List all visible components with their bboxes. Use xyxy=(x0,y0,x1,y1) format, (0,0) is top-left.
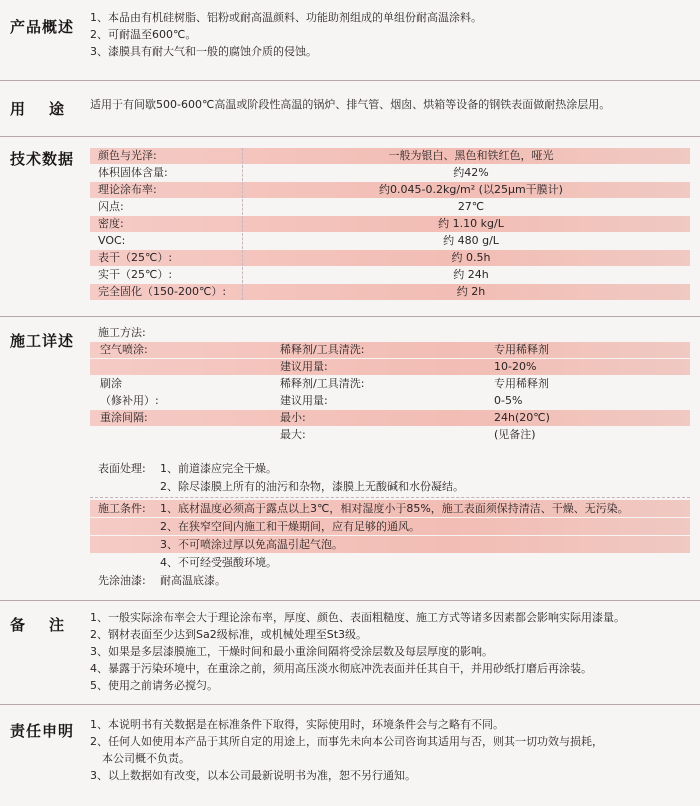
grid-row xyxy=(90,410,690,426)
grid-value: 专用稀释剂 xyxy=(494,377,549,390)
overview-title: 产品概述 xyxy=(10,18,75,36)
grid-param: 最小: xyxy=(280,411,306,424)
grid-row xyxy=(90,376,690,392)
conditions-item: 1、底材温度必须高于露点以上3℃，相对湿度小于85%，施工表面须保持清洁、干燥、无污染。 xyxy=(160,502,629,515)
overview-section xyxy=(0,0,700,86)
liability-item: 3、以上数据如有改变，以本公司最新说明书为准，恕不另行通知。 xyxy=(90,769,416,782)
tech-key: 表干（25℃）: xyxy=(98,251,173,264)
usage-section xyxy=(0,80,700,138)
overview-item: 2、可耐温至600℃。 xyxy=(90,28,197,41)
tech-row xyxy=(90,233,690,249)
grid-value: 24h(20℃) xyxy=(494,411,550,424)
grid-method: 空气喷涂: xyxy=(100,343,148,356)
liability-section xyxy=(0,704,700,804)
note-item: 5、使用之前请务必搅匀。 xyxy=(90,679,218,692)
grid-row xyxy=(90,359,690,375)
grid-method: 重涂间隔: xyxy=(100,411,148,424)
surface-label: 表面处理: xyxy=(98,462,146,475)
grid-row xyxy=(90,393,690,409)
liability-list xyxy=(90,716,690,784)
construction-section xyxy=(0,316,700,600)
tech-value: 约 2h xyxy=(456,285,486,298)
overview-list xyxy=(90,9,690,60)
liability-item: 2、任何人如使用本产品于其所自定的用途上，而事先未向本公司咨询其适用与否，则其一切功效与损耗， xyxy=(90,735,603,748)
tech-value: 一般为银白、黑色和铁红色，哑光 xyxy=(388,149,554,162)
notes-title: 备注 xyxy=(10,616,89,634)
overview-item: 3、漆膜具有耐大气和一般的腐蚀介质的侵蚀。 xyxy=(90,45,317,58)
primer-value: 耐高温底漆。 xyxy=(160,574,226,587)
grid-value: 专用稀释剂 xyxy=(494,343,549,356)
tech-value: 约 24h xyxy=(453,268,489,281)
grid-row xyxy=(90,427,690,443)
tech-title: 技术数据 xyxy=(10,150,75,168)
surface-block xyxy=(90,460,690,496)
conditions-block xyxy=(90,500,690,572)
primer-label: 先涂油漆: xyxy=(98,574,146,587)
tech-section xyxy=(0,136,700,316)
grid-method: 刷涂 xyxy=(100,377,122,390)
tech-row xyxy=(90,199,690,215)
usage-title: 用途 xyxy=(10,100,89,118)
tech-row xyxy=(90,148,690,164)
tech-row xyxy=(90,284,690,300)
construction-title: 施工详述 xyxy=(10,332,75,350)
tech-row xyxy=(90,165,690,181)
note-item: 1、一般实际涂布率会大于理论涂布率，厚度、颜色、表面粗糙度、施工方式等诸多因素都会影响实际用漆量。 xyxy=(90,611,625,624)
tech-row xyxy=(90,267,690,283)
tech-row xyxy=(90,216,690,232)
grid-param: 建议用量: xyxy=(280,394,328,407)
liability-item: 本公司概不负责。 xyxy=(102,752,190,765)
grid-param: 建议用量: xyxy=(280,360,328,373)
tech-key: 颜色与光泽: xyxy=(98,149,157,162)
tech-row xyxy=(90,182,690,198)
grid-value: 0-5% xyxy=(494,394,523,407)
conditions-item: 2、在狭窄空间内施工和干燥期间，应有足够的通风。 xyxy=(160,520,420,533)
tech-key: 理论涂布率: xyxy=(98,183,157,196)
tech-key: VOC: xyxy=(98,234,126,247)
notes-section xyxy=(0,600,700,702)
surface-item: 2、除尽漆膜上所有的油污和杂物，漆膜上无酸碱和水份凝结。 xyxy=(160,480,464,493)
notes-list xyxy=(90,609,690,694)
conditions-label: 施工条件: xyxy=(98,502,146,515)
note-item: 4、暴露于污染环境中，在重涂之前，须用高压淡水彻底冲洗表面并任其自干，并用砂纸打磨后再涂装。 xyxy=(90,662,592,675)
usage-text: 适用于有间歇500-600℃高温或阶段性高温的锅炉、排气管、烟囱、烘箱等设备的钢铁表面做耐热涂层用。 xyxy=(90,98,611,111)
tech-key: 实干（25℃）: xyxy=(98,268,173,281)
tech-row xyxy=(90,250,690,266)
note-item: 3、如果是多层漆膜施工，干燥时间和最小重涂间隔将受涂层数及每层厚度的影响。 xyxy=(90,645,493,658)
primer-block xyxy=(90,572,690,590)
tech-key: 闪点: xyxy=(98,200,124,213)
tech-key: 密度: xyxy=(98,217,124,230)
tech-value: 约 0.5h xyxy=(451,251,491,264)
conditions-item: 3、不可喷涂过厚以免高温引起气泡。 xyxy=(160,538,343,551)
grid-method: （修补用）: xyxy=(100,394,159,407)
surface-item: 1、前道漆应完全干燥。 xyxy=(160,462,277,475)
tech-value: 约 1.10 kg/L xyxy=(438,217,504,230)
grid-param: 稀释剂/工具清洗: xyxy=(280,343,365,356)
tech-value: 约 480 g/L xyxy=(443,234,499,247)
tech-key: 体积固体含量: xyxy=(98,166,168,179)
tech-value: 约0.045-0.2kg/m² (以25μm干膜计) xyxy=(379,183,563,196)
grid-param: 稀释剂/工具清洗: xyxy=(280,377,365,390)
grid-param: 最大: xyxy=(280,428,306,441)
divider xyxy=(90,497,690,498)
grid-row xyxy=(90,342,690,358)
method-grid xyxy=(90,342,690,442)
tech-value: 约42% xyxy=(453,166,489,179)
liability-title: 责任申明 xyxy=(10,722,75,740)
tech-value: 27℃ xyxy=(457,200,485,213)
liability-item: 1、本说明书有关数据是在标准条件下取得，实际使用时，环境条件会与之略有不同。 xyxy=(90,718,504,731)
method-label: 施工方法: xyxy=(98,326,146,339)
overview-item: 1、本品由有机硅树脂、铝粉或耐高温颜料、功能助剂组成的单组份耐高温涂料。 xyxy=(90,11,482,24)
grid-value: 10-20% xyxy=(494,360,537,373)
conditions-item: 4、不可经受强酸环境。 xyxy=(160,556,277,569)
note-item: 2、钢材表面至少达到Sa2级标准，或机械处理至St3级。 xyxy=(90,628,368,641)
tech-key: 完全固化（150-200℃）: xyxy=(98,285,227,298)
grid-value: (见备注) xyxy=(494,428,536,441)
tech-table xyxy=(90,148,690,308)
